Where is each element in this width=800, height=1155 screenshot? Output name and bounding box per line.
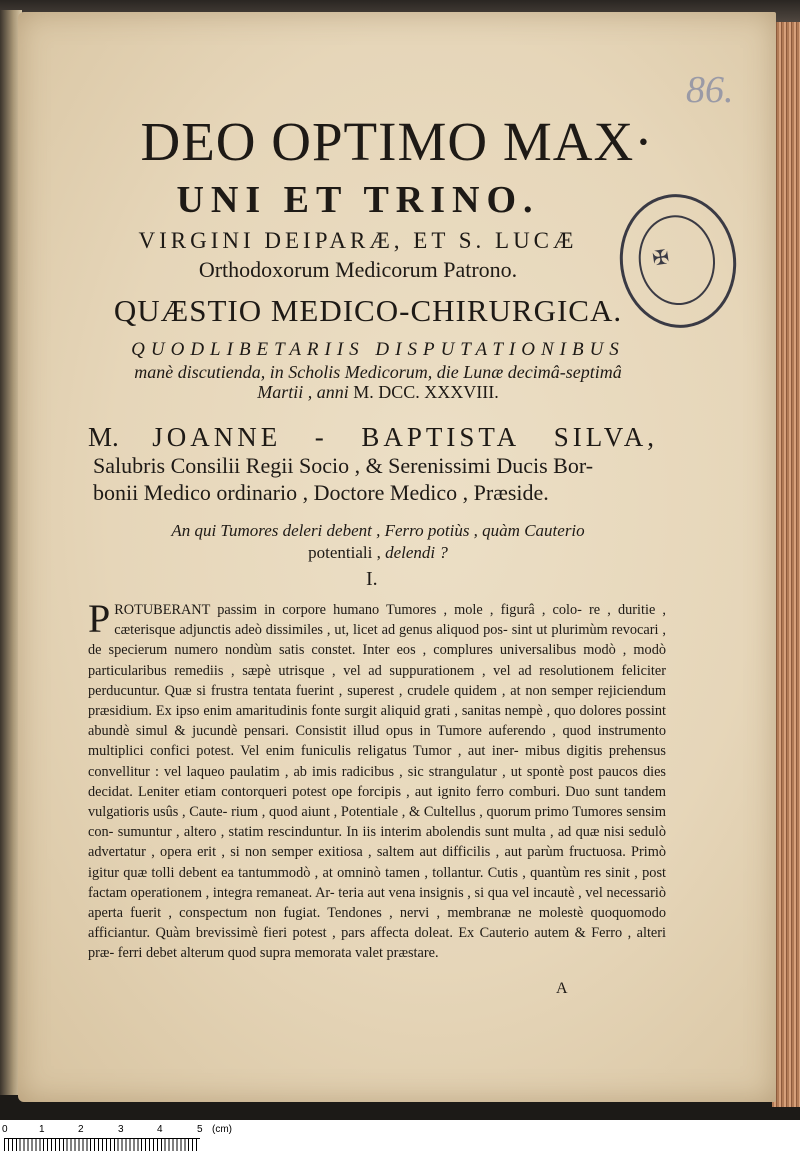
disputation-line-2: manè discutienda, in Scholis Medicorum, die Lunæ decimâ-septimâ	[134, 362, 622, 382]
praeses-name-part: SILVA,	[553, 422, 658, 452]
body-paragraph	[88, 596, 666, 964]
praeses-name-part: -	[314, 422, 328, 452]
drop-cap: P	[88, 596, 111, 641]
ruler-label: 4	[157, 1124, 163, 1135]
praeses-name-part: JOANNE	[152, 422, 282, 452]
ruler-label: 2	[78, 1124, 84, 1135]
praeses-line-3: bonii Medico ordinario , Doctore Medico , Præside.	[93, 480, 549, 505]
disputation-year: M. DCC. XXXVIII.	[353, 382, 499, 402]
stamp-inner-ring	[633, 210, 721, 310]
question-line-1: An qui Tumores deleri debent , Ferro potiùs , quàm Cauterio	[171, 521, 585, 540]
praeses-name-part: BAPTISTA	[361, 422, 521, 452]
dedication-line-2: UNI ET TRINO.	[176, 179, 540, 221]
body-text: ROTUBERANT passim in corpore humano Tumores , mole , figurâ , colo- re , duritie , cæterisque adjunctis adeò dissimiles , ut, licet ad genus aliquod pos- sint ut plurimùm revocari , de specierum numero nondùm satis constet. Inter eos , complures universalibus modò , modò particularibus remediis , sæpè utrisque , vel ad suppurationem , vel ad resolutionem feliciter perducuntur. Quæ si frustra tentata fuerint , superest , crudele quidem , at non semper rejiciendum præsidium. Ex ipso enim amaritudinis fonte surgit aliquid grati , sanitas nempè , quo dolores possint abundè simul & jucundè pensari. Consistit illud opus in Tumore auferendo , quod instrumento multiplici confici potest. Vel enim funiculis religatus Tumor , aut iner- mibus digitis prehensus convellitur : vel laqueo paulatim , ab imis radicibus , sic strangulatur , ut spontè post paucos dies decidat. Leniter etiam contorqueri potest ope forcipis , aut ignito ferro comburi. Duo sunt tandem vulgatioris usûs , Caute- rium , quod aiunt , Potentiale , & Cultellus , quorum primo Tumores sensim con- sumuntur , altero , statim rescinduntur. In iis interim abolendis sunt multa , ad quæ nisi sedulò advertatur , opera erit , si non semper exitiosa , saltem aut difficilis , aut parùm fructuosa. Primò igitur quæ tolli debent ea tantummodò , at omninò tamen , tollantur. Cutis , quantùm res sinit , post factam operationem , integra remaneat. Ar- teria aut vena insignis , si qua vel incautè , vel necessariò aperta fuerit , conspectum non fugiat. Tendones , nervi , membranæ ne molestè quoquomodo afficiantur. Quàm brevissimè fieri potest , pars affecta doleat. Ex Cauterio autem & Ferro , alteri præ- ferri debet alterum quod supra memorata valet præstare.	[88, 602, 666, 962]
praeses-line-2: Salubris Consilii Regii Socio , & Serenissimi Ducis Bor-	[93, 453, 594, 478]
ruler-label: 0	[2, 1124, 8, 1135]
document-page	[18, 12, 776, 1102]
disputation-line-3	[98, 382, 658, 403]
quaestio-heading: QUÆSTIO MEDICO-CHIRURGICA.	[113, 293, 623, 328]
praeses-title: M.	[88, 422, 119, 452]
ruler-label: 1	[39, 1124, 45, 1135]
praeses-name-line	[88, 422, 658, 453]
folio-number: 86.	[686, 69, 734, 111]
dedication-line-4: Orthodoxorum Medicorum Patrono.	[198, 257, 518, 282]
dedication-line-1: DEO OPTIMO MAX·	[140, 111, 654, 172]
thesis-question	[108, 520, 648, 564]
ruler-ticks	[4, 1138, 200, 1151]
ruler-label: 5	[197, 1124, 203, 1135]
dedication-line-3: VIRGINI DEIPARÆ, ET S. LUCÆ	[138, 228, 578, 253]
ruler-unit: (cm)	[212, 1124, 232, 1135]
page-edges	[772, 22, 800, 1107]
disputation-date-month: Martii , anni	[257, 382, 349, 402]
ruler-label: 3	[118, 1124, 124, 1135]
signature-mark: A	[556, 980, 568, 997]
question-line-2a: potentiali ,	[308, 543, 381, 562]
disputation-line-1: QUODLIBETARIIS DISPUTATIONIBUS	[131, 339, 625, 360]
question-line-2	[108, 542, 648, 564]
question-line-2b: delendi ?	[385, 543, 448, 562]
scale-ruler	[0, 1120, 800, 1155]
praeses-description	[93, 452, 663, 506]
stamp-emblem-icon: ✠	[651, 246, 671, 271]
section-number: I.	[366, 568, 378, 590]
